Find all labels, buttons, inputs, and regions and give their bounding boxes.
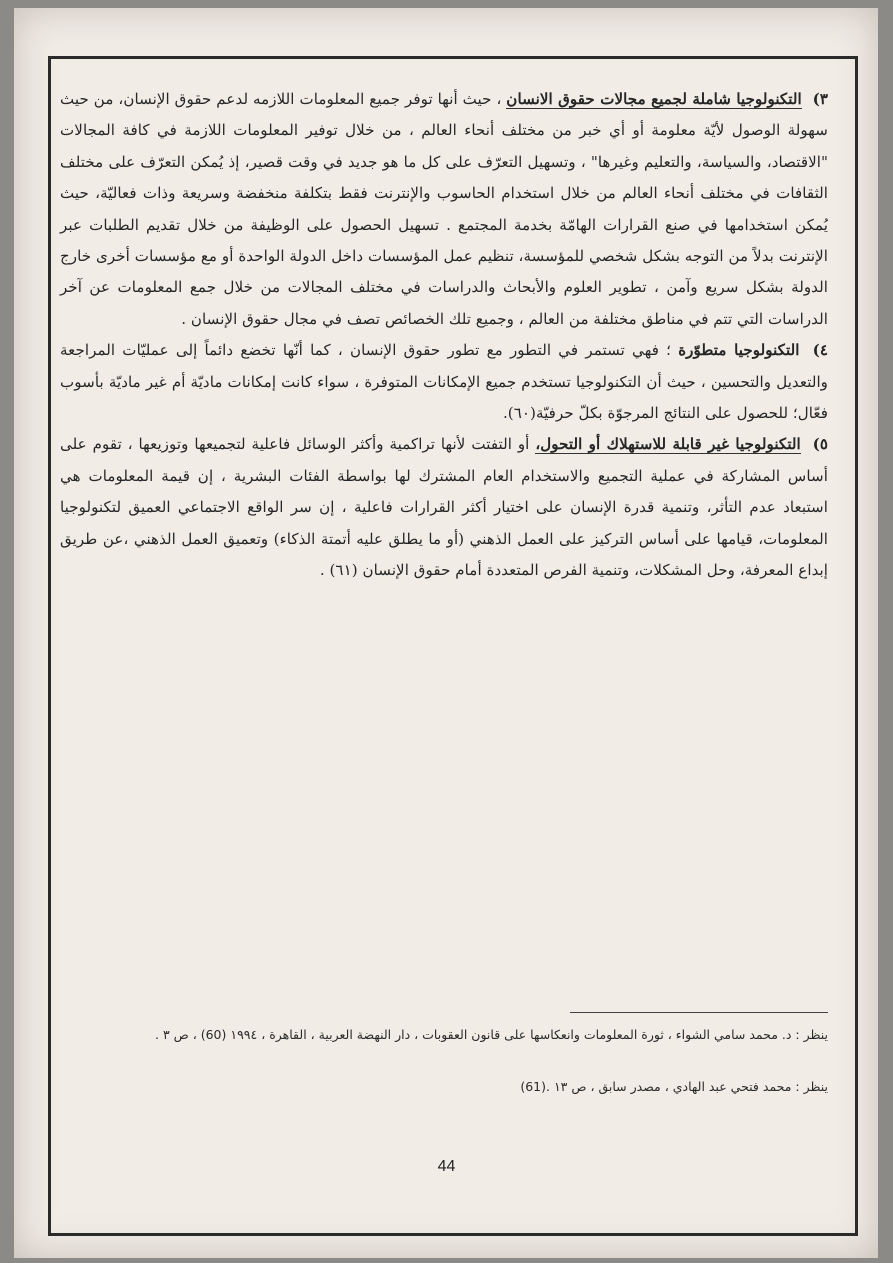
paragraph-body: أو التفتت لأنها تراكمية وأكثر الوسائل فاعلية لتجميعها وتوزيعها ، تقوم على أساس المشاركة في عملية التجميع والاستخدام العام المشترك لها بواسطة الفئات البشرية ، إن قيمة المعلومات هي استبعاد عدم التأثر، وتنمية قدرة الإنسان على اختيار أكثر القرارات فاعلية ، إن سر الواقع الاجتماعي العميق لتكنولوجيا المعلومات، قيامها على أساس التركيز على العمل الذهني (أو ما يطلق عليه أتمتة الذكاء) وتعميق العمل الذهني ،عن طريق إبداع المعرفة، وحل المشكلات، وتنمية الفرص المتعددة أمام حقوق الإنسان (٦١) . [60,435,828,580]
paragraph-5 [60,429,828,586]
paragraph-body: ، حيث أنها توفر جميع المعلومات اللازمه لدعم حقوق الإنسان، من حيث سهولة الوصول لأيّة معلومة أو أي خبر من مختلف أنحاء العالم ، من خلال توفير المعلومات اللازمة في كافة المجالات "الاقتصاد، والسياسة، والتعليم وغيرها" ، وتسهيل التعرّف على كل ما هو جديد في وقت قصير، إذ يُمكن التعرّف على مختلف الثقافات في مختلف أنحاء العالم من خلال استخدام الحاسوب والإنترنت فقط بتكلفة منخفضة وسريعة وذات فعاليّة، حيث يُمكن استخدامها في صنع القرارات الهامّة بخدمة المجتمع . تسهيل الحصول على الوظيفة من خلال تقديم الطلبات عبر الإنترنت بدلاً من التوجه بشكل شخصي للمؤسسة، تنظيم عمل المؤسسات داخل الدولة الواحدة أو مع مؤسسات أخرى خارج الدولة بشكل سريع وآمن ، تطوير العلوم والأبحاث والدراسات في مختلف المجالات من خلال جمع المعلومات عن آخر الدراسات التي تتم في مناطق مختلفة من العالم ، وجميع تلك الخصائص تصف في مجال حقوق الإنسان . [60,90,828,328]
paragraph-heading: التكنولوجيا شاملة لجميع مجالات حقوق الانسان [506,90,802,108]
main-text [60,84,828,587]
paragraph-number: ٥) [812,435,829,454]
footnotes [60,1024,828,1098]
footnote-61: ينظر : محمد فتحي عبد الهادي ، مصدر سابق ، ص ١٣ .(61) [520,1079,828,1094]
paragraph-heading: التكنولوجيا متطوّرة [678,341,800,360]
paragraph-heading: التكنولوجيا غير قابلة للاستهلاك أو التحول، [535,435,801,454]
paragraph-number: ٤) [812,341,829,360]
page-number: 44 [437,1158,456,1175]
paragraph-3 [60,84,828,335]
paragraph-number: ٣) [812,90,829,108]
paragraph-4 [60,335,828,429]
paragraph-body: ؛ فهي تستمر في التطور مع تطور حقوق الإنسان ، كما أنّها تخضع دائماً إلى عمليّات المراجعة والتعديل والتحسين ، حيث أن التكنولوجيا تستخدم جميع الإمكانات المتوفرة ، سواء كانت إمكانات ماديّة أم غير ماديّة بأسوب فعّال؛ للحصول على النتائج المرجوّة بكلّ حرفيّة(٦٠). [60,341,828,423]
footnote-60: ينظر : د. محمد سامي الشواء ، ثورة المعلومات وانعكاسها على قانون العقوبات ، دار النهضة العربية ، القاهرة ، ١٩٩٤ (60) ، ص ٣ . [154,1027,828,1042]
footnote-separator [570,1012,828,1013]
